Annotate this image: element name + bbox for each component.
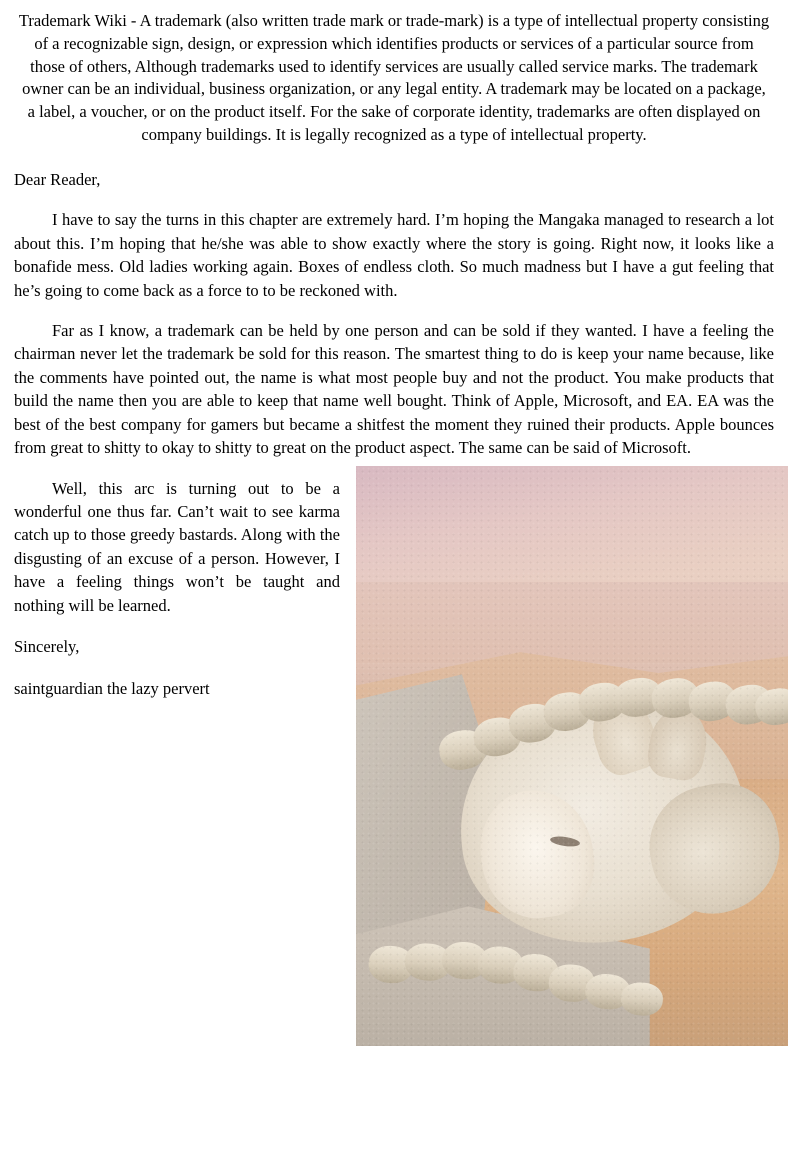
body-paragraph-1: I have to say the turns in this chapter are extremely hard. I’m hoping the Mangaka managed to research a lot about this. I’m hoping that he/she was able to show exactly where the story is going. Right now, it looks like a bonafide mess. Old ladies working again. Boxes of endless cloth. So much madness but I have a gut feeling that he’s going to come back as a force to to be reckoned with. xyxy=(14,210,774,300)
body-paragraph-2: Far as I know, a trademark can be held by one person and can be sold if they wanted. I have a feeling the chairman never let the trademark be sold for this reason. The smartest thing to do is keep your name because, like the comments have pointed out, the name is what most people buy and not the product. You make products that build the name then you are able to keep that name well bought. Think of Apple, Microsoft, and EA. EA was the best of the best company for gamers but became a shitfest the moment they ruined their products. Apple bounces from great to shitty to okay to shitty to great on the product aspect. The same can be said of Microsoft. xyxy=(14,321,774,458)
closing: Sincerely, xyxy=(14,637,80,657)
signature: saintguardian the lazy pervert xyxy=(14,679,210,699)
intro-paragraph: Trademark Wiki - A trademark (also written trade mark or trade-mark) is a type of intellectual property consisting of a recognizable sign, design, or expression which identifies products or services of a particular source from those of others, Although trademarks used to identify services are usually called service marks. The trademark owner can be an individual, business organization, or any legal entity. A trademark may be located on a package, a label, a voucher, or on the product itself. For the sake of corporate identity, trademarks are often displayed on company buildings. It is legally recognized as a type of intellectual property. xyxy=(18,11,770,144)
body-paragraph-3: Well, this arc is turning out to be a wonderful one thus far. Can’t wait to see karma catch up to those greedy bastards. Along with the disgusting of an excuse of a person. However, I have a feeling things won’t be taught and nothing will be learned. xyxy=(14,478,340,615)
fennec-fox-photo xyxy=(356,466,788,1046)
salutation: Dear Reader, xyxy=(14,169,101,189)
